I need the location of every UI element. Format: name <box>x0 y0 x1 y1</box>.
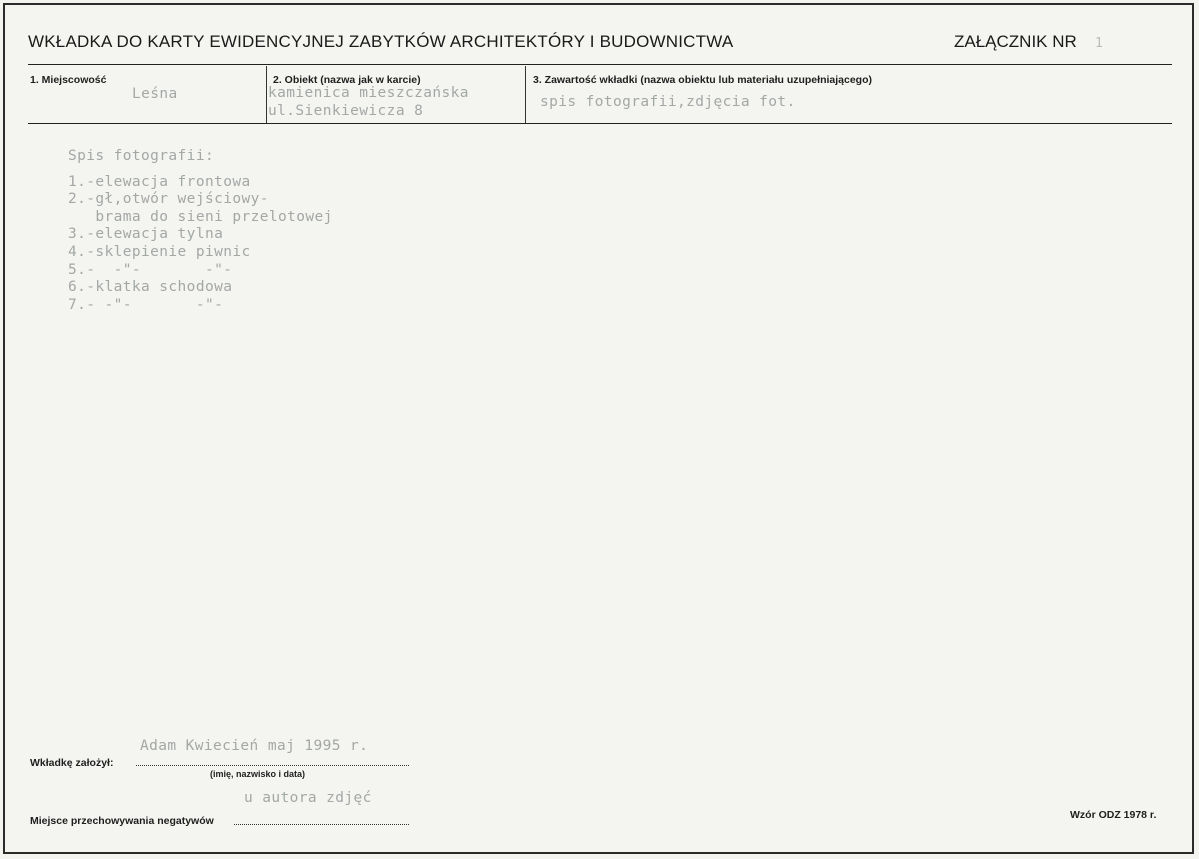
locality-value: Leśna <box>132 86 178 102</box>
annex-label: ZAŁĄCZNIK NR <box>954 32 1077 51</box>
fields-bottom-rule <box>28 123 1172 124</box>
created-by-value: Adam Kwiecień maj 1995 r. <box>140 738 369 754</box>
created-by-dotted-line <box>136 765 409 766</box>
list-item: 2.-gł,otwór wejściowy- <box>68 191 269 208</box>
list-item: 6.-klatka schodowa <box>68 279 233 296</box>
created-by-label: Wkładkę założył: <box>30 757 114 769</box>
list-item: 1.-elewacja frontowa <box>68 173 251 190</box>
created-by-caption: (imię, nazwisko i data) <box>210 769 306 779</box>
list-item: brama do sieni przelotowej <box>68 208 333 225</box>
negatives-dotted-line <box>234 824 409 825</box>
photo-list <box>68 148 333 314</box>
list-item: 3.-elewacja tylna <box>68 226 224 243</box>
object-label: 2. Obiekt (nazwa jak w karcie) <box>273 74 421 86</box>
record-insert-card <box>3 3 1194 854</box>
locality-label: 1. Miejscowość <box>30 74 107 86</box>
header-rule <box>28 64 1172 65</box>
list-item: 7.- -"- -"- <box>68 296 224 313</box>
form-title: WKŁADKA DO KARTY EWIDENCYJNEJ ZABYTKÓW ARCHITEKTÓRY I BUDOWNICTWA <box>28 32 734 51</box>
object-value-line2: ul.Sienkiewicza 8 <box>268 103 424 119</box>
field-divider-2 <box>525 66 526 123</box>
list-item: 5.- -"- -"- <box>68 261 233 278</box>
list-item: 4.-sklepienie piwnic <box>68 243 251 260</box>
photo-list-heading: Spis fotografii: <box>68 148 215 164</box>
contents-value: spis fotografii,zdjęcia fot. <box>540 94 796 110</box>
negatives-value: u autora zdjęć <box>244 790 372 806</box>
contents-label: 3. Zawartość wkładki (nazwa obiektu lub materiału uzupełniającego) <box>533 74 872 86</box>
negatives-label: Miejsce przechowywania negatywów <box>30 815 214 827</box>
form-code: Wzór ODZ 1978 r. <box>1070 809 1157 821</box>
object-value-line1: kamienica mieszczańska <box>268 85 469 101</box>
field-divider-1 <box>266 66 267 123</box>
annex-number: 1 <box>1095 36 1103 51</box>
